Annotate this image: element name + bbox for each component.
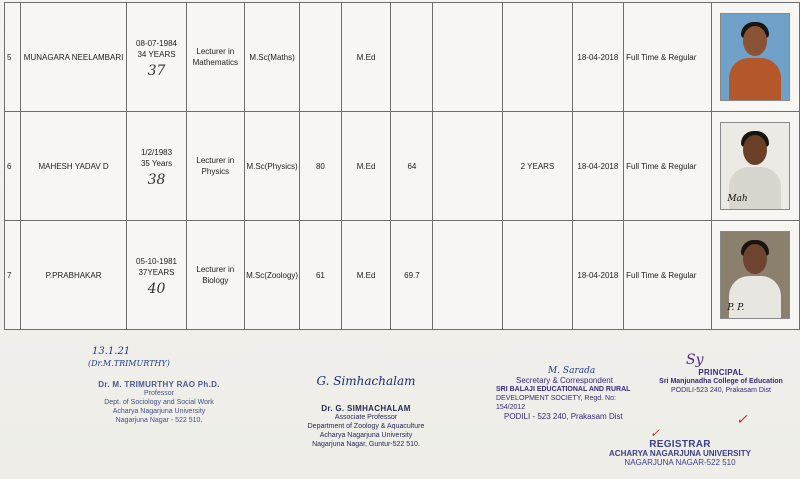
age: 37YEARS [138, 267, 175, 277]
age: 34 YEARS [137, 49, 176, 59]
stamp-line: SRI BALAJI EDUCATIONAL AND RURAL [496, 386, 631, 393]
signature-simhachalam [296, 374, 436, 449]
photo-signature: Mah [727, 194, 748, 204]
stamp-line: ACHARYA NAGARJUNA UNIVERSITY [609, 449, 751, 458]
designation: Lecturer in Biology [186, 221, 245, 330]
dob-cell [127, 3, 186, 112]
designation: Lecturer in Physics [186, 112, 245, 221]
stamp-title: PRINCIPAL [698, 368, 744, 377]
dob: 08-07-1984 [136, 38, 177, 48]
signature-handwritten-name: (Dr.M.TRIMURTHY) [88, 359, 170, 368]
signature-principal [646, 352, 796, 395]
age-handwritten: 40 [147, 280, 166, 297]
staff-name: MUNAGARA NEELAMBARI [20, 3, 127, 112]
table-row [5, 221, 800, 330]
nature-of-appointment: Full Time & Regular [624, 221, 711, 330]
photo-cell [711, 3, 799, 112]
staff-photo [720, 231, 790, 319]
stamp-name: Dr. G. SIMHACHALAM [321, 404, 411, 413]
dob-cell [127, 221, 186, 330]
signature-scrawl: Sy [686, 352, 704, 368]
education-percentage: 64 [391, 112, 433, 221]
table-row [5, 112, 800, 221]
stamp-line: PODILI-523 240, Prakasam Dist [671, 387, 771, 394]
qualification: M.Sc(Maths) [245, 3, 300, 112]
experience: 2 YEARS [503, 112, 572, 221]
date-of-joining: 18-04-2018 [572, 221, 624, 330]
signature-scrawl: M. Sarada [548, 366, 596, 376]
stamp-line: Department of Zoology & Aquaculture [307, 423, 425, 430]
education: M.Ed [341, 3, 391, 112]
education: M.Ed [341, 221, 391, 330]
photo-cell [711, 221, 799, 330]
serial-number: 5 [5, 3, 21, 112]
education: M.Ed [341, 112, 391, 221]
stamp-line: PODILI - 523 240, Prakasam Dist [504, 412, 623, 421]
table-row [5, 3, 800, 112]
staff-name: P.PRABHAKAR [20, 221, 127, 330]
signature-scrawl: G. Simhachalam [316, 374, 416, 388]
nature-of-appointment: Full Time & Regular [624, 3, 711, 112]
stamp-line: Nagarjuna Nagar - 522 510. [115, 417, 203, 424]
stamp-line: Secretary & Correspondent [516, 376, 613, 385]
date-of-joining: 18-04-2018 [572, 3, 624, 112]
stamp-line: Acharya Nagarjuna University [319, 432, 413, 439]
signature-scrawl: 13.1.21 [92, 346, 131, 357]
photo-cell [711, 112, 799, 221]
signature-registrar [590, 440, 770, 467]
education-percentage [391, 3, 433, 112]
stamp-title: REGISTRAR [649, 439, 711, 450]
date-of-joining: 18-04-2018 [572, 112, 624, 221]
qualification: M.Sc(Zoology) [245, 221, 300, 330]
stamp-line: Dept. of Sociology and Social Work [104, 399, 214, 406]
serial-number: 7 [5, 221, 21, 330]
stamp-line: Nagarjuna Nagar, Guntur-522 510. [312, 441, 420, 448]
dob: 1/2/1983 [140, 147, 173, 157]
stamp-line: Professor [144, 390, 174, 397]
stamp-line: Associate Professor [334, 414, 398, 421]
serial-number: 6 [5, 112, 21, 221]
age-handwritten: 38 [147, 171, 166, 188]
dob-cell [127, 112, 186, 221]
dob: 05-10-1981 [136, 256, 177, 266]
staff-photo [720, 13, 790, 101]
staff-table [4, 2, 800, 330]
stamp-line: DEVELOPMENT SOCIETY, Regd. No: 154/2012 [496, 395, 616, 411]
staff-name: MAHESH YADAV D [20, 112, 127, 221]
age-handwritten: 37 [147, 62, 166, 79]
experience [503, 221, 572, 330]
education-percentage: 69.7 [391, 221, 433, 330]
red-tick-mark: ✓ [650, 426, 661, 440]
staff-photo [720, 122, 790, 210]
qualification: M.Sc(Physics) [245, 112, 300, 221]
stamp-line: Sri Manjunadha College of Education [659, 378, 783, 385]
nature-of-appointment: Full Time & Regular [624, 112, 711, 221]
stamp-line: Acharya Nagarjuna University [112, 408, 206, 415]
qualification-percentage [300, 3, 342, 112]
stamp-name: Dr. M. TRIMURTHY RAO Ph.D. [98, 380, 220, 389]
signature-trimurthy [84, 346, 234, 425]
experience [503, 3, 572, 112]
extra-cell [433, 3, 503, 112]
qualification-percentage: 61 [300, 221, 342, 330]
signature-area [0, 340, 800, 479]
photo-signature: P. P. [727, 303, 745, 313]
qualification-percentage: 80 [300, 112, 342, 221]
extra-cell [433, 221, 503, 330]
signature-secretary [496, 366, 646, 421]
red-initial-mark: ✓ [736, 412, 748, 428]
designation: Lecturer in Mathematics [186, 3, 245, 112]
age: 35 Years [140, 158, 173, 168]
extra-cell [433, 112, 503, 221]
stamp-line: NAGARJUNA NAGAR-522 510 [624, 458, 736, 467]
